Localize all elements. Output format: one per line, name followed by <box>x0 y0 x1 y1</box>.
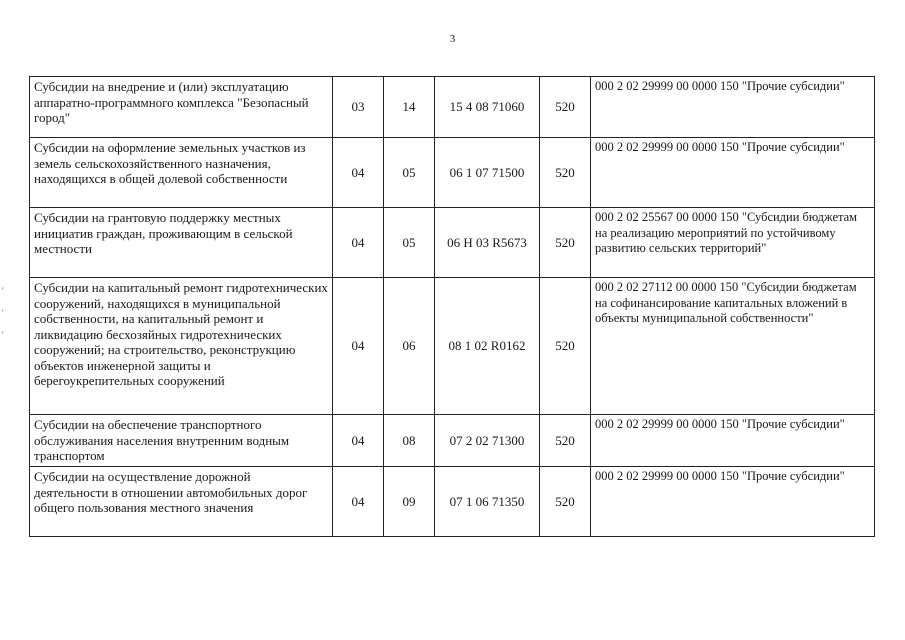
margin-marks <box>2 280 4 346</box>
expense-type-code: 520 <box>540 467 591 537</box>
target-article-code: 15 4 08 71060 <box>435 77 540 138</box>
subsection-code: 09 <box>384 467 435 537</box>
table-row <box>30 278 875 415</box>
target-article-code: 07 2 02 71300 <box>435 415 540 467</box>
section-code: 03 <box>333 77 384 138</box>
expense-type-code: 520 <box>540 278 591 415</box>
subsidy-name: Субсидии на капитальный ремонт гидротехнических сооружений, находящихся в муниципальной собственности, на капитальный ремонт и ликвидацию бесхозяйных гидротехнических сооружений; на строительство, реконструкцию объектов инженерной защиты и берегоукрепительных сооружений <box>30 278 333 415</box>
revenue-code: 000 2 02 29999 00 0000 150 "Прочие субсидии" <box>591 467 875 537</box>
table-row <box>30 208 875 278</box>
table-row <box>30 467 875 537</box>
subsidy-name: Субсидии на грантовую поддержку местных инициатив граждан, проживающим в сельской местности <box>30 208 333 278</box>
revenue-code: 000 2 02 25567 00 0000 150 "Субсидии бюджетам на реализацию мероприятий по устойчивому развитию сельских территорий" <box>591 208 875 278</box>
revenue-code: 000 2 02 29999 00 0000 150 "Прочие субсидии" <box>591 415 875 467</box>
section-code: 04 <box>333 278 384 415</box>
expense-type-code: 520 <box>540 415 591 467</box>
subsidies-table <box>29 76 875 537</box>
subsection-code: 08 <box>384 415 435 467</box>
margin-mark: ' <box>2 308 4 318</box>
section-code: 04 <box>333 415 384 467</box>
table-row <box>30 77 875 138</box>
target-article-code: 06 1 07 71500 <box>435 138 540 208</box>
target-article-code: 06 Н 03 R5673 <box>435 208 540 278</box>
section-code: 04 <box>333 138 384 208</box>
table-row <box>30 415 875 467</box>
section-code: 04 <box>333 467 384 537</box>
revenue-code: 000 2 02 29999 00 0000 150 "Прочие субсидии" <box>591 138 875 208</box>
subsection-code: 05 <box>384 138 435 208</box>
expense-type-code: 520 <box>540 208 591 278</box>
subsidy-name: Субсидии на оформление земельных участков из земель сельскохозяйственного назначения, находящихся в общей долевой собственности <box>30 138 333 208</box>
subsection-code: 06 <box>384 278 435 415</box>
expense-type-code: 520 <box>540 77 591 138</box>
target-article-code: 08 1 02 R0162 <box>435 278 540 415</box>
margin-mark: ' <box>2 286 4 296</box>
subsidy-name: Субсидии на осуществление дорожной деятельности в отношении автомобильных дорог общего пользования местного значения <box>30 467 333 537</box>
page-number: 3 <box>449 33 456 45</box>
subsidy-name: Субсидии на обеспечение транспортного обслуживания населения внутренним водным транспортом <box>30 415 333 467</box>
revenue-code: 000 2 02 29999 00 0000 150 "Прочие субсидии" <box>591 77 875 138</box>
target-article-code: 07 1 06 71350 <box>435 467 540 537</box>
table-row <box>30 138 875 208</box>
margin-mark: ' <box>2 330 4 340</box>
subsidy-name: Субсидии на внедрение и (или) эксплуатацию аппаратно-программного комплекса "Безопасный город" <box>30 77 333 138</box>
subsection-code: 14 <box>384 77 435 138</box>
subsection-code: 05 <box>384 208 435 278</box>
revenue-code: 000 2 02 27112 00 0000 150 "Субсидии бюджетам на софинансирование капитальных вложений в объекты муниципальной собственности" <box>591 278 875 415</box>
section-code: 04 <box>333 208 384 278</box>
expense-type-code: 520 <box>540 138 591 208</box>
